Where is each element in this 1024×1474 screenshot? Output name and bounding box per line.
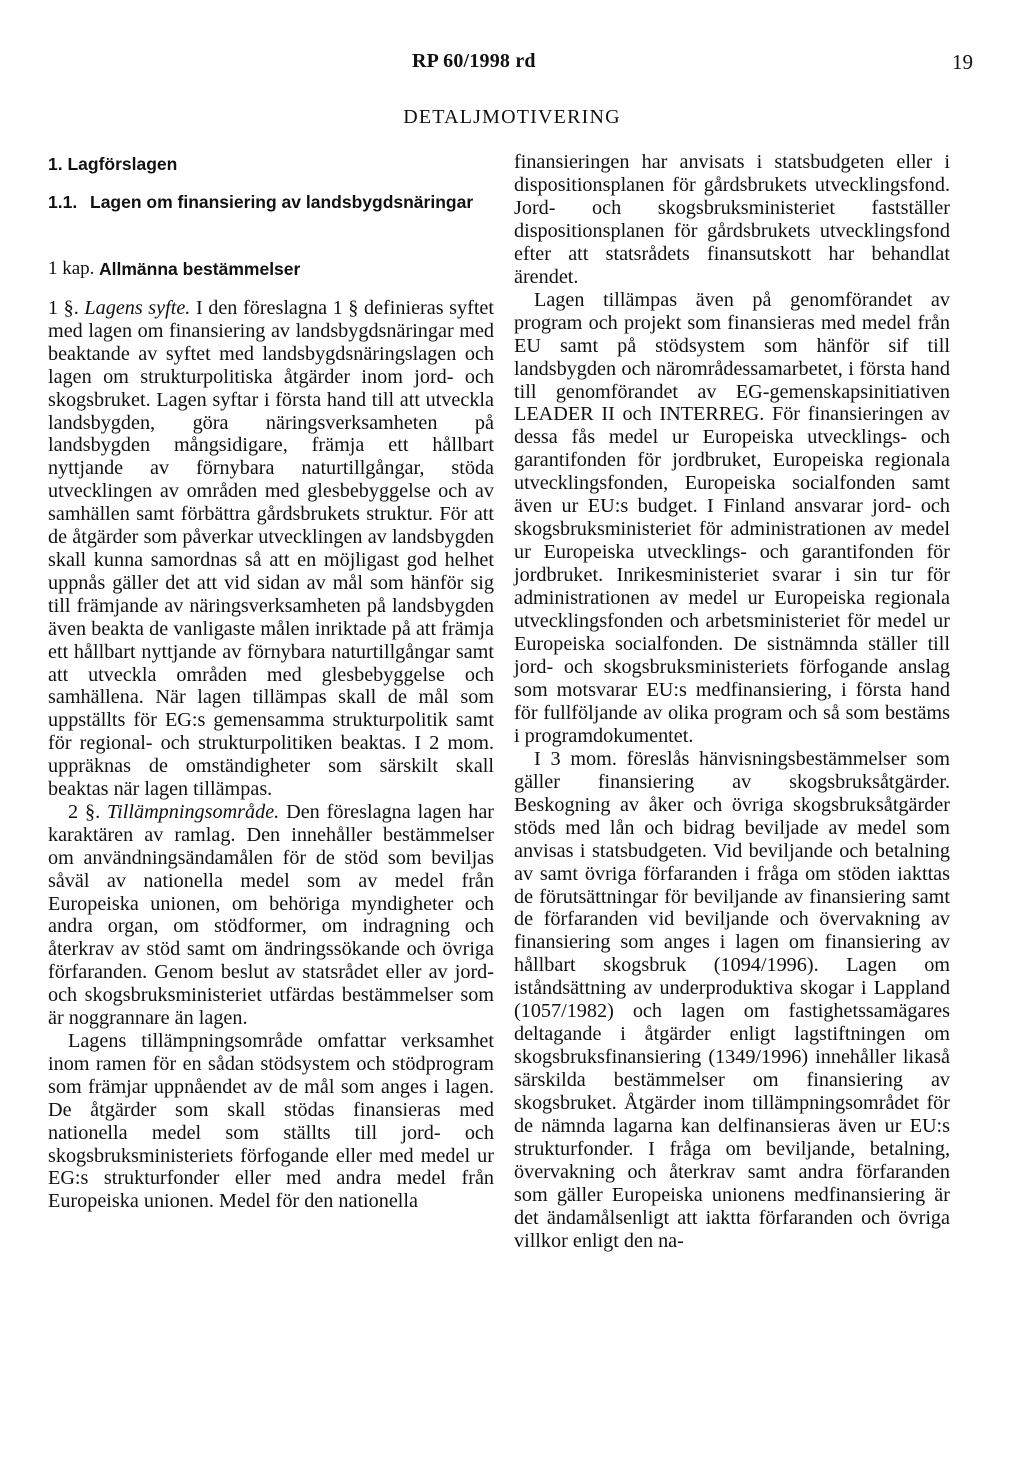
right-column — [514, 151, 950, 1253]
paragraph-text: I den föreslagna 1 § definieras syftet med lagen om finansiering av landsbygdsnäringar med beaktande av syftet med landsbygdsnäringslagen och lagen om strukturpolitiska åtgärder inom jord- och skogsbruket. Lagen syftar i första hand till att utveckla landsbygden, göra näringsverksamheten på landsbygden mångsidigare, främja ett hållbart nyttjande av förnybara naturtillgångar, stöda utvecklingen av områden med glesbebyggelse och av samhällen samt förbättra gårdsbrukets struktur. För att de åtgärder som påverkar utvecklingen av landsbygden skall kunna samordnas så att en möjligast god helhet uppnås gäller det att vid sidan av mål som hänför sig till främjande av näringsverksamheten på landsbygden även beakta de vanligaste målen inriktade på att främja ett hållbart nyttjande av förnybara naturtillgångar samt att utveckla områden med glesbebyggelse och samhällena. När lagen tillämpas skall de mål som uppställts för EG:s gemensamma strukturpolitik samt för regional- och strukturpolitiken beaktas. I 2 mom. uppräknas de omständigheter som särskilt skall beaktas när lagen tillämpas. — [48, 297, 494, 801]
paragraph-text: finansieringen har anvisats i statsbudgeten eller i dispositionsplanen för gårdsbrukets utvecklingsfond. Jord- och skogsbruksministeriet fastställer dispositionsplanen för gårdsbrukets utvecklingsfond efter att statsrådets finansutskott har behandlat ärendet. — [514, 151, 950, 288]
paragraph-text: Lagens tillämpningsområde omfattar verksamhet inom ramen för en sådan stödsystem och stödprogram som främjar uppnåendet av de mål som anges i lagen. De åtgärder som skall stödas finansieras med nationella medel som ställts till jord- och skogsbruksministeriets förfogande eller med medel ur EG:s strukturfonder eller med andra medel från Europeiska unionen. Medel för den nationella — [48, 1030, 494, 1213]
chapter-heading: 1. Lagförslagen — [48, 154, 178, 174]
page-number: 19 — [952, 50, 973, 74]
paragraph-text: I 3 mom. föreslås hänvisningsbestämmelser som gäller finansiering av skogsbruksåtgärder. Beskogning av åker och övriga skogsbruksåtgärder stöds med lån och bidrag beviljade av medel som anvisas i statsbudgeten. Vid beviljande och betalning av samt övriga förfaranden i fråga om stöden iakttas de förutsättningar för beviljande av finansiering samt de förfaranden vid beviljande och övervakning av finansiering som anges i lagen om finansiering av hållbart skogsbruk (1094/1996). Lagen om iståndsättning av underproduktiva skogar i Lappland (1057/1982) och lagen om fastighetssamägares deltagande i åtgärder enligt lagstiftningen om skogsbruksfinansiering (1349/1996) innehåller likaså särskilda bestämmelser om finansiering av skogsbruket. Åtgärder inom tillämpningsområdet för de nämnda lagarna kan delfinansieras även ur EU:s strukturfonder. I fråga om beviljande, betalning, övervakning och återkrav samt andra förfaranden som gäller Europeiska unionens medfinansiering är det ändamålsenligt att iaktta förfaranden och övriga villkor enligt den na- — [514, 747, 950, 1252]
section-title-text: Lagen om finansiering av landsbygdsnäringar — [90, 192, 474, 212]
running-head: RP 60/1998 rd — [412, 50, 536, 72]
section-lead: 2 §. — [68, 800, 108, 823]
section-subtitle: Tillämpningsområde. — [107, 800, 280, 823]
paragraph-2-section — [48, 801, 494, 1030]
section-lead: 1 §. — [48, 297, 85, 319]
kap-title: Allmänna bestämmelser — [99, 259, 301, 279]
section-number: 1.1. — [48, 192, 78, 212]
paragraph-1-section — [48, 297, 494, 801]
section-subtitle: Lagens syfte. — [84, 297, 191, 319]
section-heading-1-1 — [48, 191, 494, 257]
kap-number: 1 kap. — [48, 258, 95, 279]
kap-heading — [48, 257, 494, 297]
paragraph-text: Den föreslagna lagen har karaktären av ramlag. Den innehåller bestämmelser om användningsändamålen för de stöd som beviljas såväl av nationella medel som av medel från Europeiska unionen, om behöriga myndigheter och andra organ, om stödformer, om indragning och återkrav av stöd samt om ändringssökande och övriga förfaranden. Genom beslut av statsrådet eller av jord- och skogsbruksministeriet utfärdas bestämmelser som är noggrannare än lagen. — [48, 800, 494, 1030]
section-title: DETALJMOTIVERING — [403, 106, 621, 128]
left-column — [48, 151, 494, 1213]
paragraph-text: Lagen tillämpas även på genomförandet av program och projekt som finansieras med medel från EU samt på stödsystem som hänför sif till landsbygden och närområdessamarbetet, i första hand till genomförandet av EG-gemenskapsinitiativen LEADER II och INTERREG. För finansieringen av dessa fås medel ur Europeiska utvecklings- och garantifonden för jordbruket, Europeiska regionala utvecklingsfonden, Europeiska socialfonden samt även ur EU:s budget. I Finland ansvarar jord- och skogsbruksministeriet för administrationen av medel ur Europeiska utvecklings- och garantifonden för jordbruket. Inrikesministeriet svarar i sin tur för administrationen av medel ur Europeiska regionala utvecklingsfonden och arbetsministeriet för medel ur Europeiska socialfonden. De sistnämnda ställer till jord- och skogsbruksministeriets förfogande anslag som motsvarar EU:s medfinansiering, i första hand för fullföljande av olika program och så som bestäms i programdokumentet. — [514, 288, 950, 747]
